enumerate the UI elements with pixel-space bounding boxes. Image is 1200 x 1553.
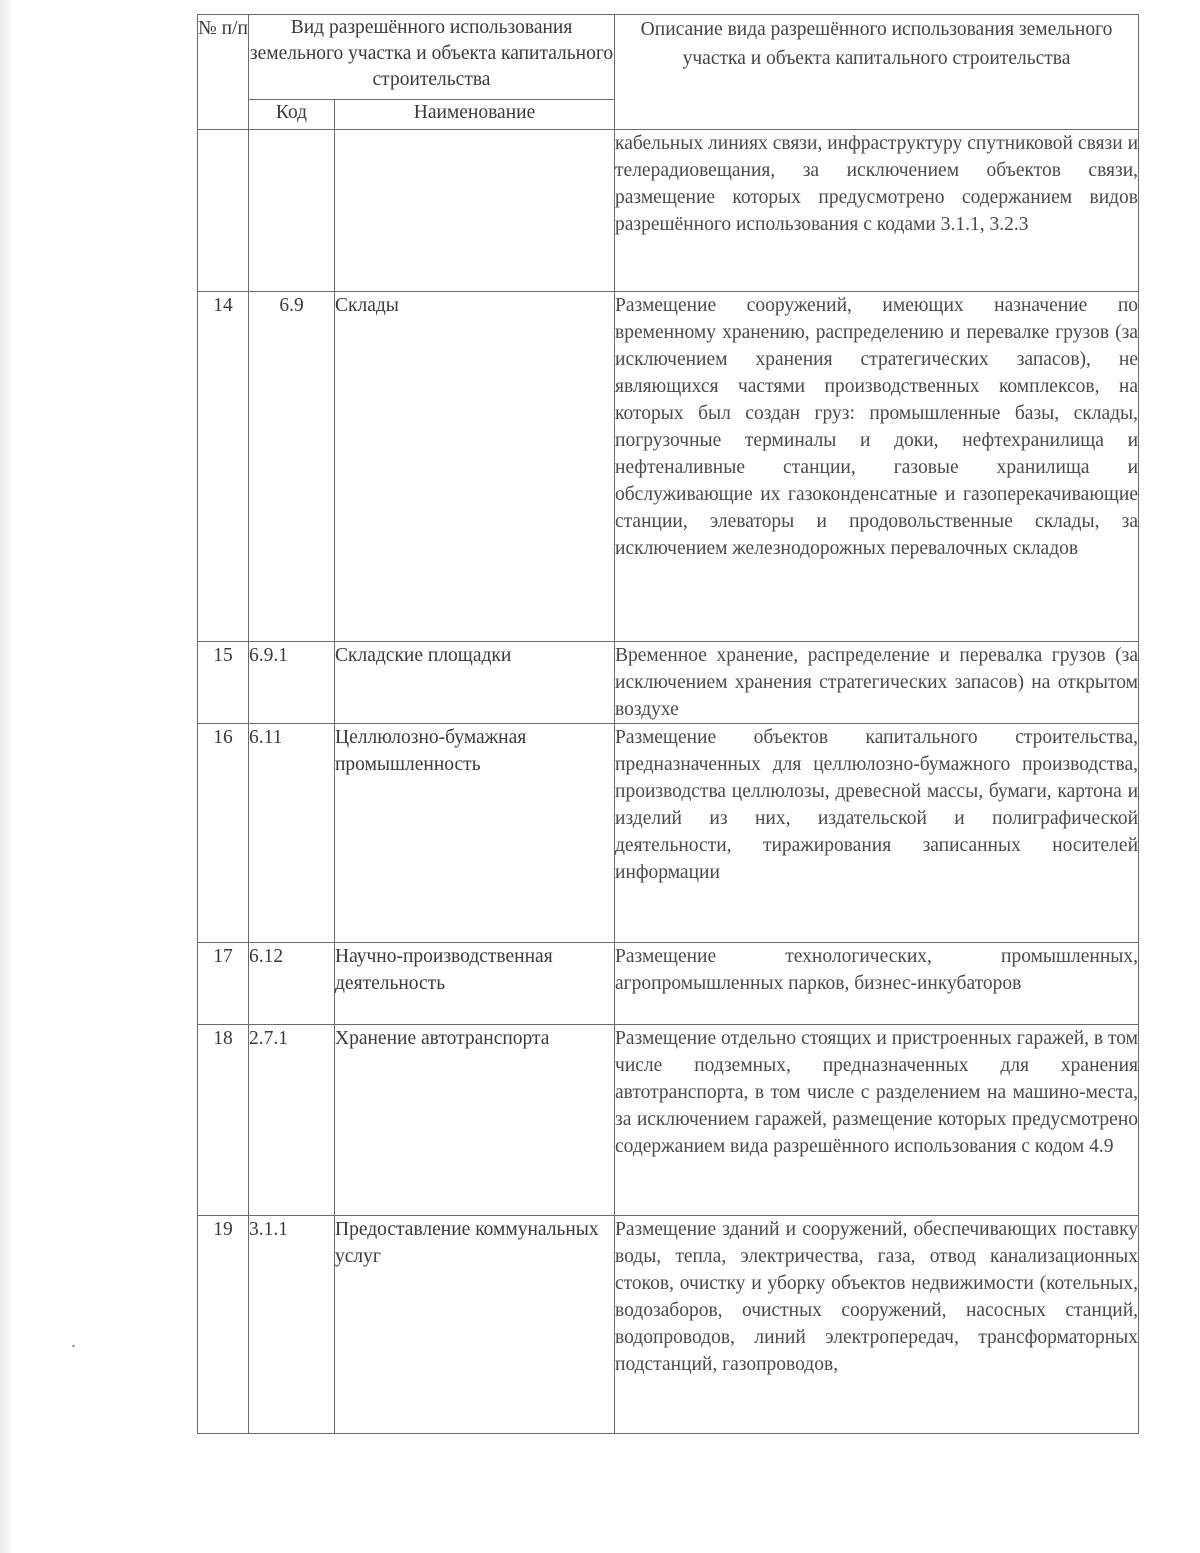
row-name: Предоставление коммунальных услуг — [335, 1216, 615, 1434]
table-row — [198, 642, 1139, 724]
table-row — [198, 943, 1139, 1025]
row-number: 14 — [198, 292, 249, 642]
row-description: Размещение зданий и сооружений, обеспечивающих поставку воды, тепла, электричества, газа, отвод канализационных стоков, очистку и уборку объектов недвижимости (котельных, водозаборов, очистных сооружений, насосных станций, водопроводов, линий электропередач, трансформаторных подстанций, газопроводов, — [615, 1216, 1139, 1434]
row-code: 6.12 — [249, 943, 335, 1025]
table-row — [198, 292, 1139, 642]
row-number: 16 — [198, 724, 249, 943]
row-number: 17 — [198, 943, 249, 1025]
row-code: 6.9 — [249, 292, 335, 642]
header-name: Наименование — [335, 100, 615, 130]
row-number: 18 — [198, 1025, 249, 1216]
table-header — [198, 15, 1139, 130]
header-permitted-use-group: Вид разрешённого использования земельного участка и объекта капитального строительства — [249, 15, 615, 100]
row-name — [335, 130, 615, 292]
row-description: Размещение объектов капитального строительства, предназначенных для целлюлозно-бумажного производства, производства целлюлозы, древесной массы, бумаги, картона и изделий из них, издательской и полиграфической деятельности, тиражирования записанных носителей информации — [615, 724, 1139, 943]
row-code: 3.1.1 — [249, 1216, 335, 1434]
row-name: Целлюлозно-бумажная промышленность — [335, 724, 615, 943]
row-code: 2.7.1 — [249, 1025, 335, 1216]
row-code: 6.9.1 — [249, 642, 335, 724]
header-number: № п/п — [198, 15, 249, 130]
row-name: Складские площадки — [335, 642, 615, 724]
row-number — [198, 130, 249, 292]
land-use-table — [197, 14, 1139, 1434]
table-row — [198, 1216, 1139, 1434]
table-row — [198, 724, 1139, 943]
scan-speck — [72, 1345, 75, 1347]
table-row — [198, 130, 1139, 292]
row-name: Научно-производственная деятельность — [335, 943, 615, 1025]
row-description: Временное хранение, распределение и перевалка грузов (за исключением хранения стратегических запасов) на открытом воздухе — [615, 642, 1139, 724]
row-description: кабельных линиях связи, инфраструктуру спутниковой связи и телерадиовещания, за исключением объектов связи, размещение которых предусмотрено содержанием видов разрешённого использования с кодами 3.1.1, 3.2.3 — [615, 130, 1139, 292]
row-description: Размещение сооружений, имеющих назначение по временному хранению, распределению и перевалке грузов (за исключением хранения стратегических запасов), не являющихся частями производственных комплексов, на которых был создан груз: промышленные базы, склады, погрузочные терминалы и доки, нефтехранилища и нефтеналивные станции, газовые хранилища и обслуживающие их газоконденсатные и газоперекачивающие станции, элеваторы и продовольственные склады, за исключением железнодорожных перевалочных складов — [615, 292, 1139, 642]
row-number: 19 — [198, 1216, 249, 1434]
row-description: Размещение технологических, промышленных, агропромышленных парков, бизнес-инкубаторов — [615, 943, 1139, 1025]
row-code: 6.11 — [249, 724, 335, 943]
table-body — [198, 130, 1139, 1434]
row-name: Хранение автотранспорта — [335, 1025, 615, 1216]
header-description: Описание вида разрешённого использования земельного участка и объекта капитального строительства — [615, 15, 1139, 130]
table-row — [198, 1025, 1139, 1216]
header-code: Код — [249, 100, 335, 130]
row-number: 15 — [198, 642, 249, 724]
row-code — [249, 130, 335, 292]
row-name: Склады — [335, 292, 615, 642]
row-description: Размещение отдельно стоящих и пристроенных гаражей, в том числе подземных, предназначенных для хранения автотранспорта, в том числе с разделением на машино-места, за исключением гаражей, размещение которых предусмотрено содержанием вида разрешённого использования с кодом 4.9 — [615, 1025, 1139, 1216]
scan-edge-shadow — [0, 0, 14, 1553]
